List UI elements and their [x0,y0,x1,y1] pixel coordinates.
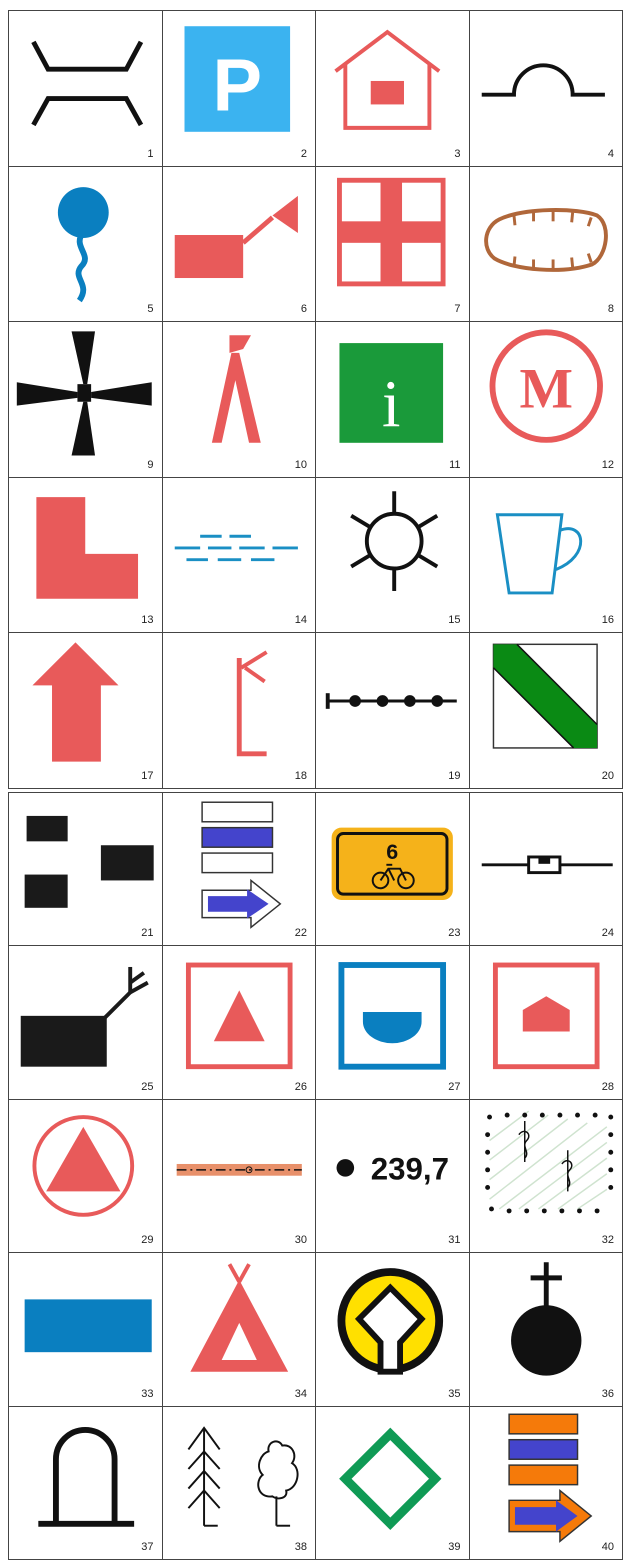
first-aid-cross-icon [316,167,469,322]
symbol-cell [470,946,624,1099]
l-block-icon [9,478,162,633]
symbol-cell [9,11,163,167]
symbol-number: 29 [141,1234,154,1247]
flag-tent-icon [163,322,316,477]
spot-height-value: 239,7 [370,1151,449,1187]
marsh-dashes-icon [163,478,316,633]
symbol-number: 7 [454,303,461,316]
symbol-number: 23 [448,927,461,940]
symbol-number: 39 [448,1540,461,1553]
symbol-cell [316,1253,470,1406]
symbol-number: 26 [294,1080,307,1093]
symbol-cell [316,946,470,1099]
museum-m-icon [470,322,623,477]
symbol-cell [163,1253,317,1406]
symbol-cell [470,1407,624,1560]
symbol-cell [316,322,470,478]
block-antler-icon [9,946,162,1098]
symbol-number: 3 [454,147,461,160]
symbol-cell [316,793,470,946]
symbol-number: 21 [141,927,154,940]
information-letter: i [382,368,401,442]
arch-line-icon [470,11,623,166]
symbol-number: 25 [141,1080,154,1093]
vegetation-area-icon [470,1100,623,1252]
symbol-number: 28 [601,1080,614,1093]
symbol-cell [9,167,163,323]
cycle-route-number: 6 [386,839,399,864]
symbol-number: 22 [294,927,307,940]
symbol-cell [163,793,317,946]
symbol-number: 4 [607,147,614,160]
unesco-icon [316,1253,469,1405]
symbol-grid-bottom [8,792,623,1560]
symbol-number: 34 [294,1387,307,1400]
symbol-number: 16 [601,614,614,627]
symbol-cell [470,11,624,167]
symbol-cell [470,793,624,946]
information-icon [316,322,469,477]
symbol-cell [9,633,163,789]
symbol-number: 5 [147,303,154,316]
trail-blue-marker-icon [163,793,316,945]
symbol-cell [9,1407,163,1560]
symbol-number: 17 [141,770,154,782]
symbol-cell [316,633,470,789]
symbol-cell [316,478,470,634]
symbol-number: 1 [147,147,154,160]
diagonal-stripe-icon [470,633,623,788]
symbol-cell [470,633,624,789]
trail-orange-marker-icon [470,1407,623,1559]
flag-block-icon [163,167,316,322]
symbol-number: 35 [448,1387,461,1400]
symbol-cell [163,478,317,634]
blue-rectangle-icon [9,1253,162,1405]
symbol-number: 2 [300,147,307,160]
boundary-line-icon [163,1100,316,1252]
symbol-number: 33 [141,1387,154,1400]
symbol-number: 10 [294,458,307,471]
symbol-cell [9,322,163,478]
symbol-cell [163,322,317,478]
line-box-icon [470,793,623,945]
dotted-line-icon [316,633,469,788]
symbol-number: 27 [448,1080,461,1093]
symbol-number: 24 [601,927,614,940]
symbol-cell [163,11,317,167]
symbol-number: 40 [601,1540,614,1553]
symbol-cell [9,1253,163,1406]
arrow-up-icon [9,633,162,788]
symbol-cell [9,478,163,634]
symbol-cell [163,946,317,1099]
symbol-number: 13 [141,614,154,627]
symbol-number: 37 [141,1540,154,1553]
symbol-number: 11 [449,458,461,471]
symbol-cell [163,633,317,789]
parking-letter: P [212,43,262,127]
symbol-grid-top [8,10,623,789]
symbol-cell [470,322,624,478]
symbol-number: 20 [601,770,614,782]
symbol-number: 6 [300,303,307,316]
symbol-cell [9,1100,163,1253]
symbol-number: 14 [294,614,307,627]
triangle-in-square-icon [163,946,316,1098]
symbol-cell [316,1100,470,1253]
symbol-cell [316,167,470,323]
parking-icon [163,11,316,166]
symbol-number: 32 [601,1234,614,1247]
pond-embankment-icon [470,167,623,322]
symbol-number: 31 [448,1234,461,1247]
sun-icon [316,478,469,633]
bridge-icon [9,11,162,166]
symbol-cell [470,1253,624,1406]
symbol-number: 18 [294,770,307,782]
orb-cross-icon [470,1253,623,1405]
spot-height-icon [316,1100,469,1252]
symbol-number: 30 [294,1234,307,1247]
cup-icon [470,478,623,633]
tunnel-icon [9,1407,162,1559]
cycle-route-sign-icon [316,793,469,945]
spring-icon [9,167,162,322]
symbol-cell [316,1407,470,1560]
symbol-number: 15 [448,614,461,627]
symbol-cell [163,1100,317,1253]
symbol-number: 12 [601,458,614,471]
symbol-number: 36 [601,1387,614,1400]
symbol-cell [316,11,470,167]
bracket-flag-icon [163,633,316,788]
museum-letter: M [518,357,573,421]
symbol-cell [470,478,624,634]
buildings-icon [9,793,162,945]
forest-trees-icon [163,1407,316,1559]
symbol-cell [470,1100,624,1253]
symbol-number: 19 [448,770,461,782]
house-icon [316,11,469,166]
tent-icon [163,1253,316,1405]
cross-pattee-icon [9,322,162,477]
symbol-cell [163,167,317,323]
symbol-cell [163,1407,317,1560]
green-diamond-icon [316,1407,469,1559]
symbol-cell [9,946,163,1099]
water-bowl-square-icon [316,946,469,1098]
symbol-cell [9,793,163,946]
symbol-number: 9 [147,458,154,471]
symbol-cell [470,167,624,323]
house-in-square-icon [470,946,623,1098]
symbol-number: 8 [607,303,614,316]
symbol-number: 38 [294,1540,307,1553]
triangle-in-circle-icon [9,1100,162,1252]
